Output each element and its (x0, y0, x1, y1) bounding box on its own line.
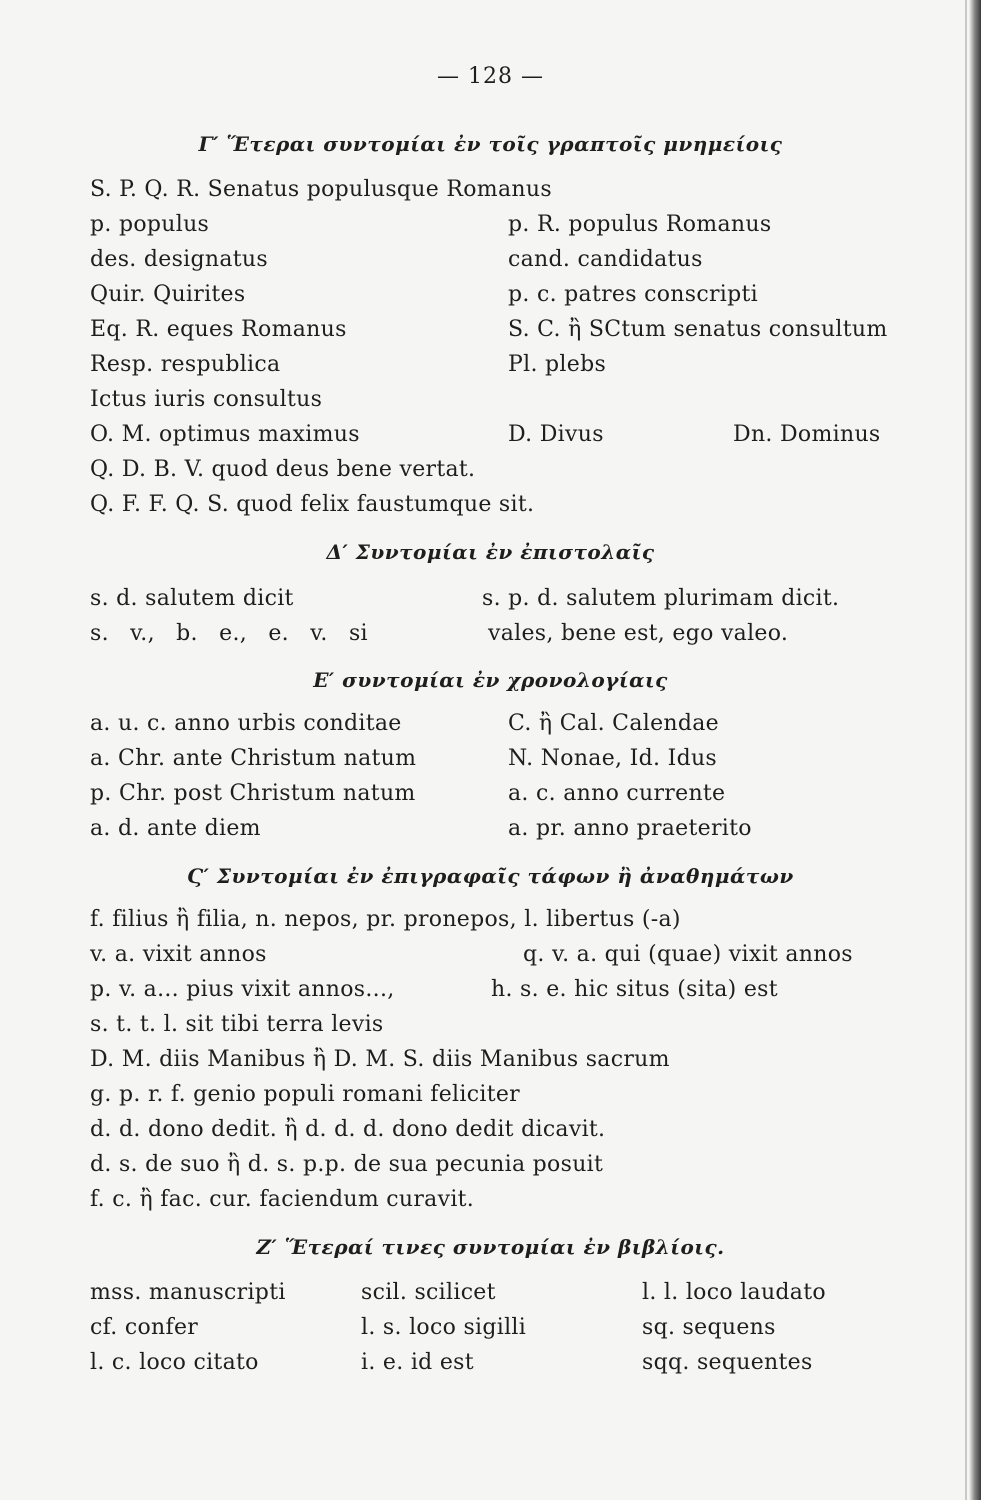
page-edge-line (965, 0, 967, 1500)
abbrev-entry: l. l. loco laudato (642, 1280, 826, 1305)
abbrev-entry: d. s. de suo ἢ d. s. p.p. de sua pecunia posuit (90, 1152, 604, 1177)
section-heading-stigma: Ϛ′ Συντομίαι ἐν ἐπιγραφαῖς τάφων ἢ ἀναθημάτων (187, 864, 794, 888)
abbrev-row (0, 1152, 960, 1186)
abbrev-entry: a. Chr. ante Christum natum (90, 746, 417, 771)
abbrev-entry: Pl. plebs (508, 352, 607, 377)
page-number: — 128 — (437, 64, 544, 89)
abbrev-entry: p. Chr. post Christum natum (90, 781, 416, 806)
abbrev-row (0, 907, 960, 941)
abbrev-entry: Ictus iuris consultus (90, 387, 323, 412)
abbrev-entry: a. d. ante diem (90, 816, 261, 841)
abbrev-entry: vales, bene est, ego valeo. (488, 621, 789, 646)
abbrev-entry: scil. scilicet (361, 1280, 496, 1305)
abbrev-row (0, 816, 960, 850)
abbrev-entry: p. v. a... pius vixit annos..., (90, 977, 395, 1002)
abbrev-entry: s. d. salutem dicit (90, 586, 294, 611)
abbrev-row (0, 711, 960, 745)
abbrev-row (0, 1012, 960, 1046)
abbrev-entry: d. d. dono dedit. ἢ d. d. d. dono dedit dicavit. (90, 1117, 606, 1142)
abbrev-entry: p. c. patres conscripti (508, 282, 758, 307)
abbrev-row (0, 621, 960, 655)
abbrev-entry: s. v., b. e., e. v. si (90, 621, 368, 646)
abbrev-row (0, 1315, 960, 1349)
abbrev-entry: l. c. loco citato (90, 1350, 259, 1375)
abbrev-entry: i. e. id est (361, 1350, 474, 1375)
page-edge (969, 0, 981, 1500)
abbrev-entry: h. s. e. hic situs (sita) est (491, 977, 778, 1002)
abbrev-entry: cand. candidatus (508, 247, 703, 272)
abbrev-row (0, 942, 960, 976)
section-heading-epsilon: Ε′ συντομίαι ἐν χρονολογίαις (313, 668, 668, 692)
abbrev-entry: O. M. optimus maximus (90, 422, 360, 447)
section-heading-gamma: Γ′ Ἕτεραι συντομίαι ἐν τοῖς γραπτοῖς μνημείοις (198, 132, 783, 156)
abbrev-row (0, 492, 960, 526)
abbrev-row (0, 282, 960, 316)
abbrev-row (0, 1187, 960, 1221)
abbrev-entry: a. u. c. anno urbis conditae (90, 711, 402, 736)
abbrev-entry: sqq. sequentes (642, 1350, 813, 1375)
abbrev-entry: p. populus (90, 212, 210, 237)
abbrev-row (0, 457, 960, 491)
abbrev-entry: s. p. d. salutem plurimam dicit. (482, 586, 840, 611)
abbrev-entry: q. v. a. qui (quae) vixit annos (523, 942, 853, 967)
abbrev-row (0, 1350, 960, 1384)
abbrev-entry: g. p. r. f. genio populi romani feliciter (90, 1082, 520, 1107)
abbrev-entry: S. P. Q. R. Senatus populusque Romanus (90, 177, 552, 202)
abbrev-entry: cf. confer (90, 1315, 199, 1340)
abbrev-entry: Q. D. B. V. quod deus bene vertat. (90, 457, 476, 482)
abbrev-row (0, 247, 960, 281)
abbrev-row (0, 781, 960, 815)
abbrev-entry: f. filius ἢ filia, n. nepos, pr. pronepos, l. libertus (-a) (90, 907, 681, 932)
abbrev-entry: C. ἢ Cal. Calendae (508, 711, 719, 736)
abbrev-entry: p. R. populus Romanus (508, 212, 772, 237)
section-heading-zeta: Ζ′ Ἕτεραί τινες συντομίαι ἐν βιβλίοις. (256, 1235, 725, 1259)
abbrev-entry: Q. F. F. Q. S. quod felix faustumque sit. (90, 492, 535, 517)
abbrev-entry: S. C. ἢ SCtum senatus consultum (508, 317, 888, 342)
abbrev-row (0, 177, 960, 211)
abbrev-row (0, 317, 960, 351)
abbrev-entry: N. Nonae, Id. Idus (508, 746, 718, 771)
abbrev-entry: des. designatus (90, 247, 268, 272)
abbrev-entry: v. a. vixit annos (90, 942, 267, 967)
abbrev-row (0, 586, 960, 620)
abbrev-entry: a. pr. anno praeterito (508, 816, 752, 841)
abbrev-row (0, 977, 960, 1011)
abbrev-entry: a. c. anno currente (508, 781, 726, 806)
abbrev-entry: sq. sequens (642, 1315, 776, 1340)
abbrev-entry: Resp. respublica (90, 352, 281, 377)
abbrev-row (0, 212, 960, 246)
abbrev-row (0, 1280, 960, 1314)
abbrev-entry: s. t. t. l. sit tibi terra levis (90, 1012, 384, 1037)
abbrev-entry: mss. manuscripti (90, 1280, 286, 1305)
abbrev-entry: D. Divus (508, 422, 604, 447)
abbrev-row (0, 387, 960, 421)
abbrev-row (0, 1117, 960, 1151)
abbrev-row (0, 422, 960, 456)
abbrev-row (0, 1047, 960, 1081)
abbrev-entry: f. c. ἢ fac. cur. faciendum curavit. (90, 1187, 475, 1212)
abbrev-entry: Dn. Dominus (733, 422, 881, 447)
abbrev-row (0, 352, 960, 386)
abbrev-entry: D. M. diis Manibus ἢ D. M. S. diis Manibus sacrum (90, 1047, 670, 1072)
abbrev-entry: l. s. loco sigilli (361, 1315, 527, 1340)
section-heading-delta: Δ′ Συντομίαι ἐν ἐπιστολαῖς (326, 540, 655, 564)
abbrev-row (0, 746, 960, 780)
abbrev-entry: Quir. Quirites (90, 282, 246, 307)
abbrev-entry: Eq. R. eques Romanus (90, 317, 347, 342)
abbrev-row (0, 1082, 960, 1116)
